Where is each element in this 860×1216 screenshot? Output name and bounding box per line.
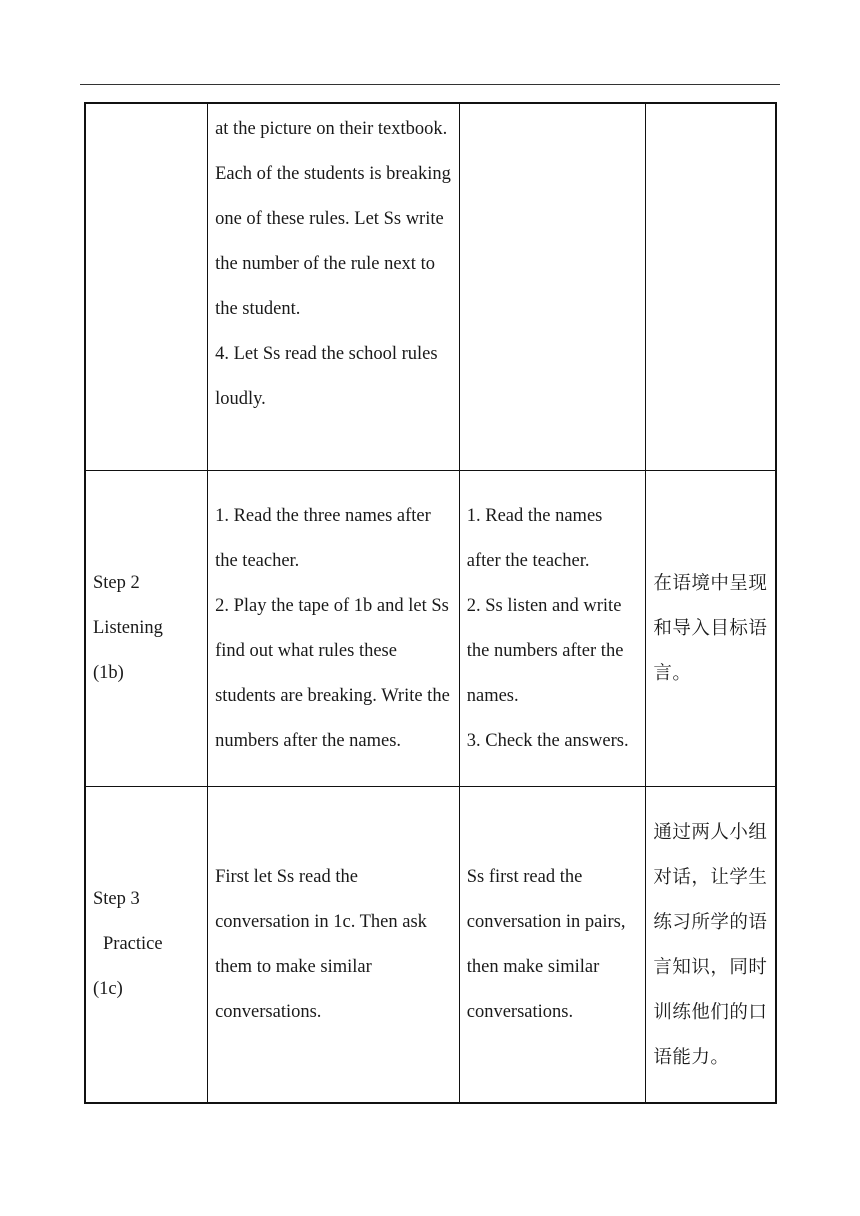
step-name: Practice [103,934,163,954]
table-row [85,787,776,1104]
teacher-activity-cell [208,471,460,787]
teacher-activity-cell [208,103,460,471]
step-label: Step 2 [93,573,140,593]
teacher-activity-paragraph: 4. Let Ss read the school rules loudly. [215,344,438,409]
step-label: Step 3 [93,889,140,909]
purpose-cell [646,103,776,471]
purpose-cell [646,787,776,1104]
teacher-activity-paragraph: 1. Read the three names after the teacher. [215,505,431,571]
teacher-activity-cell [208,787,460,1104]
purpose-text: 在语境中呈现和导入目标语言。 [653,573,768,684]
purpose-text: 通过两人小组对话，让学生练习所学的语言知识，同时训练他们的口语能力。 [653,821,768,1068]
teacher-activity-paragraph: 2. Play the tape of 1b and let Ss find out what rules these students are breaking. Write the numbers after the names. [215,595,450,751]
teacher-activity-paragraph: at the picture on their textbook. Each of the students is breaking one of these rules. Let Ss write the number of the rule next to the student. [215,119,451,319]
teacher-activity-paragraph: First let Ss read the conversation in 1c. Then ask them to make similar conversations. [215,866,427,1022]
student-activity-paragraph: 3. Check the answers. [466,730,629,751]
step-section: (1c) [93,979,123,999]
step-cell [85,103,208,471]
student-activity-cell [459,787,646,1104]
table-row [85,103,776,471]
table-row [85,471,776,787]
lesson-plan-table [84,102,777,1104]
step-section: (1b) [93,663,124,683]
purpose-cell [646,471,776,787]
step-cell [85,471,208,787]
step-name: Listening [93,618,163,638]
header-rule [80,84,780,85]
student-activity-paragraph: Ss first read the conversation in pairs, then make similar conversations. [466,866,626,1022]
step-cell [85,787,208,1104]
student-activity-cell [459,471,646,787]
student-activity-paragraph: 2. Ss listen and write the numbers after the names. [466,595,624,706]
student-activity-cell [459,103,646,471]
student-activity-paragraph: 1. Read the names after the teacher. [466,505,603,571]
